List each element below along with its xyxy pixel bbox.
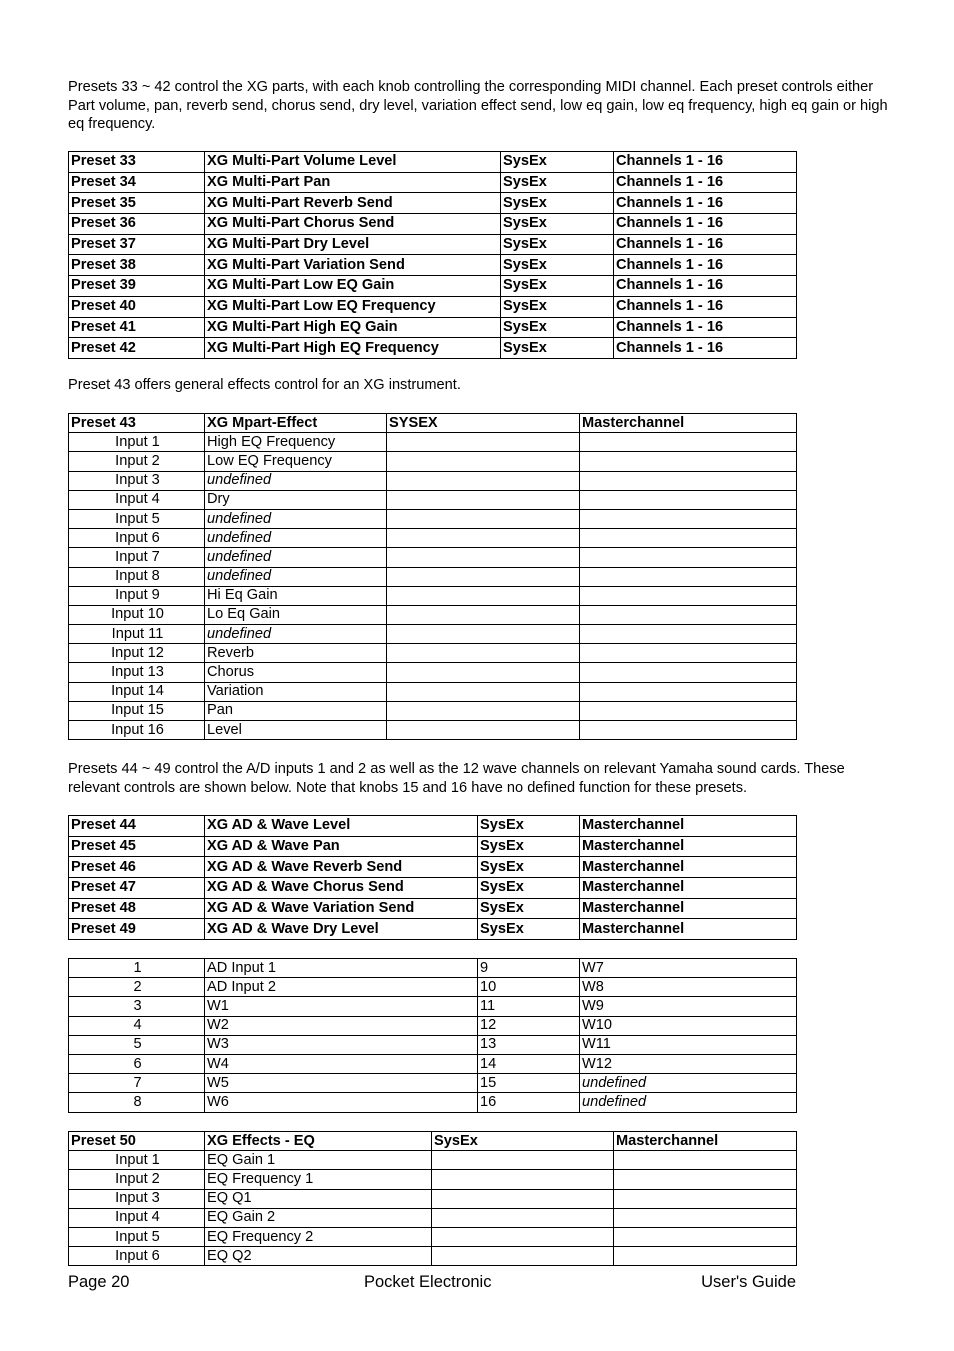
channel-scope: Channels 1 - 16 [614, 172, 797, 193]
message-type: SysEx [478, 878, 580, 899]
input-function: undefined [205, 625, 387, 644]
channel-scope: Channels 1 - 16 [614, 255, 797, 276]
table-row [69, 878, 797, 899]
empty-cell [614, 1189, 797, 1208]
preset-number: Preset 41 [69, 317, 205, 338]
empty-cell [387, 490, 580, 509]
table-row [69, 625, 797, 644]
knob-function: W5 [205, 1074, 478, 1093]
preset-name: XG Multi-Part Pan [205, 172, 501, 193]
table-row [69, 276, 797, 297]
preset-name: XG AD & Wave Pan [205, 836, 478, 857]
input-function: EQ Gain 2 [205, 1208, 432, 1227]
document-title: User's Guide [701, 1273, 796, 1291]
input-label: Input 3 [69, 471, 205, 490]
empty-cell [387, 509, 580, 528]
table-row [69, 338, 797, 359]
input-function: undefined [205, 548, 387, 567]
table-row [69, 816, 797, 837]
message-type: SysEx [478, 919, 580, 940]
empty-cell [432, 1227, 614, 1246]
preset-name: XG Multi-Part High EQ Gain [205, 317, 501, 338]
knob-function: W4 [205, 1054, 478, 1073]
knob-function: W9 [580, 997, 797, 1016]
preset-name: XG Multi-Part Dry Level [205, 234, 501, 255]
input-function: Level [205, 721, 387, 740]
empty-cell [580, 663, 797, 682]
channel-scope: Masterchannel [580, 857, 797, 878]
table-row [69, 997, 797, 1016]
preset-name: XG Multi-Part Low EQ Gain [205, 276, 501, 297]
knob-function: W3 [205, 1035, 478, 1054]
channel-scope: Channels 1 - 16 [614, 317, 797, 338]
knob-number: 5 [69, 1035, 205, 1054]
message-type: SysEx [501, 338, 614, 359]
message-type: SysEx [501, 214, 614, 235]
input-function: undefined [205, 509, 387, 528]
table-row [69, 433, 797, 452]
message-type: SysEx [478, 816, 580, 837]
empty-cell [432, 1170, 614, 1189]
input-function: Lo Eq Gain [205, 605, 387, 624]
table-row [69, 172, 797, 193]
channel-scope: Channels 1 - 16 [614, 214, 797, 235]
input-label: Input 5 [69, 509, 205, 528]
preset-number: Preset 36 [69, 214, 205, 235]
table-row [69, 586, 797, 605]
channel-scope: Channels 1 - 16 [614, 152, 797, 173]
empty-cell [580, 682, 797, 701]
preset-name: XG AD & Wave Dry Level [205, 919, 478, 940]
knob-number: 9 [478, 959, 580, 978]
empty-cell [580, 529, 797, 548]
empty-cell [580, 452, 797, 471]
input-function: EQ Q1 [205, 1189, 432, 1208]
knob-function: W12 [580, 1054, 797, 1073]
input-label: Input 14 [69, 682, 205, 701]
table-row [69, 857, 797, 878]
input-label: Input 1 [69, 433, 205, 452]
preset-number: Preset 38 [69, 255, 205, 276]
table-header-row [69, 1132, 797, 1151]
table-row [69, 193, 797, 214]
table-row [69, 255, 797, 276]
empty-cell [614, 1170, 797, 1189]
table-row [69, 317, 797, 338]
input-label: Input 6 [69, 1247, 205, 1266]
empty-cell [387, 452, 580, 471]
empty-cell [387, 625, 580, 644]
empty-cell [614, 1227, 797, 1246]
intro-paragraph-preset-43: Preset 43 offers general effects control for an XG instrument. [68, 377, 461, 393]
xg-ad-wave-presets-table [68, 815, 797, 940]
empty-cell [580, 490, 797, 509]
input-function: EQ Q2 [205, 1247, 432, 1266]
table-row [69, 898, 797, 919]
empty-cell [580, 471, 797, 490]
table-row [69, 1189, 797, 1208]
knob-number: 7 [69, 1074, 205, 1093]
input-function: Variation [205, 682, 387, 701]
preset-number: Preset 40 [69, 296, 205, 317]
empty-cell [614, 1247, 797, 1266]
empty-cell [387, 433, 580, 452]
header-type: SysEx [432, 1132, 614, 1151]
preset-number: Preset 46 [69, 857, 205, 878]
knob-number: 15 [478, 1074, 580, 1093]
header-preset: Preset 50 [69, 1132, 205, 1151]
table-row [69, 548, 797, 567]
input-function: Low EQ Frequency [205, 452, 387, 471]
table-row [69, 214, 797, 235]
empty-cell [387, 548, 580, 567]
empty-cell [432, 1247, 614, 1266]
input-label: Input 13 [69, 663, 205, 682]
table-row [69, 234, 797, 255]
channel-scope: Masterchannel [580, 816, 797, 837]
table-row [69, 1170, 797, 1189]
preset-number: Preset 35 [69, 193, 205, 214]
table-row [69, 644, 797, 663]
message-type: SysEx [501, 276, 614, 297]
table-row [69, 836, 797, 857]
knob-function: W2 [205, 1016, 478, 1035]
intro-paragraph-presets-44-49: Presets 44 ~ 49 control the A/D inputs 1 and 2 as well as the 12 wave channels on relevant Yamaha sound cards. These relevant controls are shown below. Note that knobs 15 and 16 have no defined function for these presets. [68, 761, 845, 796]
preset-number: Preset 33 [69, 152, 205, 173]
knob-function: W8 [580, 978, 797, 997]
header-type: SYSEX [387, 414, 580, 433]
channel-scope: Channels 1 - 16 [614, 276, 797, 297]
message-type: SysEx [501, 152, 614, 173]
message-type: SysEx [501, 255, 614, 276]
table-row [69, 663, 797, 682]
xg-multipart-presets-table [68, 151, 797, 359]
input-function: Chorus [205, 663, 387, 682]
header-name: XG Effects - EQ [205, 1132, 432, 1151]
preset-name: XG Multi-Part Variation Send [205, 255, 501, 276]
input-label: Input 9 [69, 586, 205, 605]
input-label: Input 8 [69, 567, 205, 586]
message-type: SysEx [501, 234, 614, 255]
table-row [69, 1208, 797, 1227]
preset-name: XG Multi-Part Chorus Send [205, 214, 501, 235]
knob-function: undefined [580, 1093, 797, 1112]
channel-scope: Masterchannel [580, 898, 797, 919]
knob-number: 10 [478, 978, 580, 997]
knob-number: 12 [478, 1016, 580, 1035]
xg-mpart-effect-table [68, 413, 797, 740]
input-label: Input 3 [69, 1189, 205, 1208]
empty-cell [580, 567, 797, 586]
channel-scope: Masterchannel [580, 878, 797, 899]
table-row [69, 296, 797, 317]
input-label: Input 4 [69, 1208, 205, 1227]
knob-function: undefined [580, 1074, 797, 1093]
knob-number: 8 [69, 1093, 205, 1112]
empty-cell [580, 644, 797, 663]
input-label: Input 1 [69, 1151, 205, 1170]
table-row [69, 452, 797, 471]
input-label: Input 4 [69, 490, 205, 509]
table-row [69, 471, 797, 490]
input-label: Input 15 [69, 701, 205, 720]
header-channel: Masterchannel [580, 414, 797, 433]
empty-cell [387, 567, 580, 586]
preset-number: Preset 48 [69, 898, 205, 919]
input-label: Input 16 [69, 721, 205, 740]
preset-name: XG AD & Wave Reverb Send [205, 857, 478, 878]
input-function: EQ Frequency 2 [205, 1227, 432, 1246]
table-row [69, 701, 797, 720]
input-function: undefined [205, 567, 387, 586]
preset-number: Preset 47 [69, 878, 205, 899]
preset-number: Preset 37 [69, 234, 205, 255]
input-function: Pan [205, 701, 387, 720]
table-row [69, 529, 797, 548]
table-row [69, 682, 797, 701]
empty-cell [387, 529, 580, 548]
message-type: SysEx [478, 898, 580, 919]
table-row [69, 605, 797, 624]
input-function: undefined [205, 471, 387, 490]
table-row [69, 1227, 797, 1246]
empty-cell [387, 682, 580, 701]
empty-cell [580, 433, 797, 452]
input-function: Reverb [205, 644, 387, 663]
table-row [69, 721, 797, 740]
intro-paragraph-presets-33-42: Presets 33 ~ 42 control the XG parts, with each knob controlling the corresponding MIDI channel. Each preset controls either Part volume, pan, reverb send, chorus send, dry level, variation effect send, low eq gain, low eq frequency, high eq gain or high eq frequency. [68, 79, 888, 132]
table-row [69, 152, 797, 173]
table-row [69, 1016, 797, 1035]
empty-cell [387, 644, 580, 663]
empty-cell [432, 1189, 614, 1208]
knob-number: 16 [478, 1093, 580, 1112]
input-label: Input 12 [69, 644, 205, 663]
empty-cell [580, 721, 797, 740]
preset-name: XG AD & Wave Level [205, 816, 478, 837]
knob-number: 4 [69, 1016, 205, 1035]
empty-cell [580, 509, 797, 528]
input-label: Input 6 [69, 529, 205, 548]
knob-function: W11 [580, 1035, 797, 1054]
preset-name: XG Multi-Part Volume Level [205, 152, 501, 173]
message-type: SysEx [501, 296, 614, 317]
message-type: SysEx [501, 172, 614, 193]
empty-cell [614, 1208, 797, 1227]
empty-cell [580, 625, 797, 644]
empty-cell [580, 701, 797, 720]
page-footer [68, 1273, 796, 1293]
empty-cell [387, 586, 580, 605]
table-row [69, 567, 797, 586]
knob-number: 13 [478, 1035, 580, 1054]
input-function: High EQ Frequency [205, 433, 387, 452]
preset-number: Preset 49 [69, 919, 205, 940]
knob-number: 3 [69, 997, 205, 1016]
message-type: SysEx [478, 857, 580, 878]
knob-function: W7 [580, 959, 797, 978]
input-label: Input 10 [69, 605, 205, 624]
table-row [69, 919, 797, 940]
preset-name: XG AD & Wave Chorus Send [205, 878, 478, 899]
empty-cell [580, 605, 797, 624]
input-label: Input 5 [69, 1227, 205, 1246]
preset-number: Preset 44 [69, 816, 205, 837]
knob-number: 1 [69, 959, 205, 978]
table-row [69, 490, 797, 509]
table-row [69, 1247, 797, 1266]
preset-name: XG Multi-Part Low EQ Frequency [205, 296, 501, 317]
empty-cell [387, 663, 580, 682]
table-header-row [69, 414, 797, 433]
knob-function: W1 [205, 997, 478, 1016]
empty-cell [387, 701, 580, 720]
input-label: Input 2 [69, 1170, 205, 1189]
preset-number: Preset 34 [69, 172, 205, 193]
channel-scope: Channels 1 - 16 [614, 234, 797, 255]
input-label: Input 7 [69, 548, 205, 567]
xg-effects-eq-table [68, 1131, 797, 1266]
header-channel: Masterchannel [614, 1132, 797, 1151]
table-row [69, 1035, 797, 1054]
header-name: XG Mpart-Effect [205, 414, 387, 433]
empty-cell [614, 1151, 797, 1170]
empty-cell [432, 1208, 614, 1227]
empty-cell [432, 1151, 614, 1170]
table-row [69, 1093, 797, 1112]
table-row [69, 1151, 797, 1170]
input-label: Input 2 [69, 452, 205, 471]
preset-name: XG Multi-Part Reverb Send [205, 193, 501, 214]
knob-function: AD Input 1 [205, 959, 478, 978]
channel-scope: Channels 1 - 16 [614, 193, 797, 214]
empty-cell [387, 721, 580, 740]
table-row [69, 959, 797, 978]
channel-scope: Masterchannel [580, 919, 797, 940]
message-type: SysEx [501, 317, 614, 338]
input-label: Input 11 [69, 625, 205, 644]
table-row [69, 1074, 797, 1093]
knob-function: W10 [580, 1016, 797, 1035]
table-row [69, 509, 797, 528]
knob-number: 14 [478, 1054, 580, 1073]
message-type: SysEx [501, 193, 614, 214]
input-function: Dry [205, 490, 387, 509]
knob-number: 2 [69, 978, 205, 997]
table-row [69, 978, 797, 997]
empty-cell [387, 471, 580, 490]
product-name: Pocket Electronic [364, 1273, 492, 1291]
input-function: undefined [205, 529, 387, 548]
channel-scope: Channels 1 - 16 [614, 296, 797, 317]
knob-function: W6 [205, 1093, 478, 1112]
knob-function: AD Input 2 [205, 978, 478, 997]
table-row [69, 1054, 797, 1073]
knob-number: 11 [478, 997, 580, 1016]
empty-cell [580, 586, 797, 605]
message-type: SysEx [478, 836, 580, 857]
channel-scope: Channels 1 - 16 [614, 338, 797, 359]
input-function: Hi Eq Gain [205, 586, 387, 605]
input-function: EQ Gain 1 [205, 1151, 432, 1170]
preset-number: Preset 42 [69, 338, 205, 359]
empty-cell [387, 605, 580, 624]
knob-mapping-table [68, 958, 797, 1113]
empty-cell [580, 548, 797, 567]
knob-number: 6 [69, 1054, 205, 1073]
preset-name: XG Multi-Part High EQ Frequency [205, 338, 501, 359]
preset-name: XG AD & Wave Variation Send [205, 898, 478, 919]
input-function: EQ Frequency 1 [205, 1170, 432, 1189]
channel-scope: Masterchannel [580, 836, 797, 857]
preset-number: Preset 39 [69, 276, 205, 297]
header-preset: Preset 43 [69, 414, 205, 433]
page-number: Page 20 [68, 1273, 130, 1291]
preset-number: Preset 45 [69, 836, 205, 857]
